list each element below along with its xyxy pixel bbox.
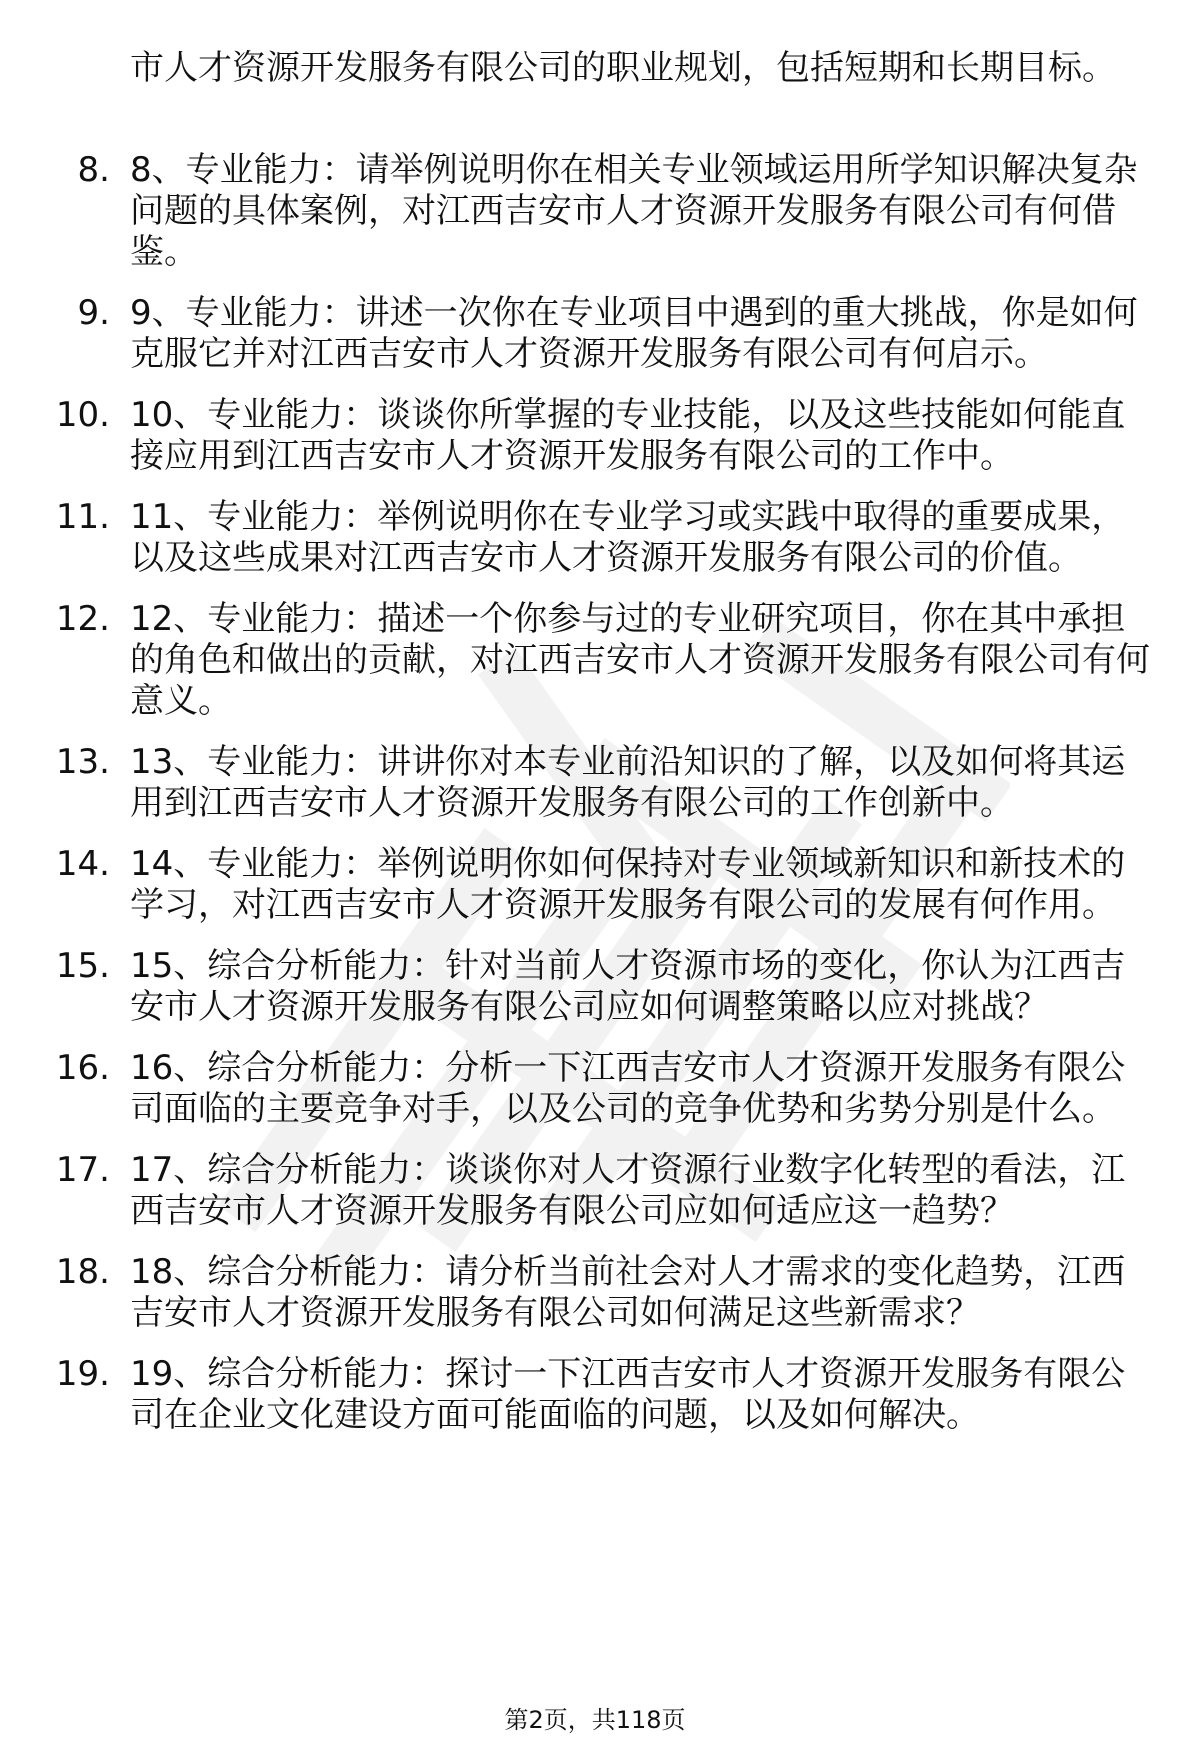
- list-number: 19.: [55, 1354, 110, 1394]
- question-text: 13、专业能力：讲讲你对本专业前沿知识的了解，以及如何将其运用到江西吉安市人才资源开发服务有限公司的工作创新中。: [130, 742, 1126, 823]
- list-number: 11.: [55, 497, 110, 537]
- list-number: 14.: [55, 844, 110, 884]
- question-text: 19、综合分析能力：探讨一下江西吉安市人才资源开发服务有限公司在企业文化建设方面可能面临的问题，以及如何解决。: [130, 1354, 1126, 1435]
- question-text: 9、专业能力：讲述一次你在专业项目中遇到的重大挑战，你是如何克服它并对江西吉安市人才资源开发服务有限公司有何启示。: [130, 293, 1138, 374]
- continued-paragraph: 市人才资源开发服务有限公司的职业规划，包括短期和长期目标。: [130, 48, 1116, 88]
- question-text: 16、综合分析能力：分析一下江西吉安市人才资源开发服务有限公司面临的主要竞争对手，以及公司的竞争优势和劣势分别是什么。: [130, 1048, 1126, 1129]
- question-text: 11、专业能力：举例说明你在专业学习或实践中取得的重要成果，以及这些成果对江西吉安市人才资源开发服务有限公司的价值。: [130, 497, 1126, 578]
- list-number: 13.: [55, 742, 110, 782]
- list-number: 16.: [55, 1048, 110, 1088]
- question-item: [0, 150, 1190, 273]
- question-item: [0, 742, 1190, 824]
- list-number: 10.: [55, 395, 110, 435]
- question-item: [0, 1354, 1190, 1436]
- question-item: [0, 395, 1190, 477]
- question-item: [0, 844, 1190, 926]
- question-text: 12、专业能力：描述一个你参与过的专业研究项目，你在其中承担的角色和做出的贡献，对江西吉安市人才资源开发服务有限公司有何意义。: [130, 599, 1150, 721]
- question-text: 15、综合分析能力：针对当前人才资源市场的变化，你认为江西吉安市人才资源开发服务有限公司应如何调整策略以应对挑战？: [130, 946, 1126, 1027]
- question-list: [0, 150, 1190, 1456]
- list-number: 18.: [55, 1252, 110, 1292]
- question-item: [0, 497, 1190, 579]
- page-footer: 第2页，共118页: [504, 1706, 686, 1734]
- question-item: [0, 1252, 1190, 1334]
- list-number: 17.: [55, 1150, 110, 1190]
- question-text: 17、综合分析能力：谈谈你对人才资源行业数字化转型的看法，江西吉安市人才资源开发服务有限公司应如何适应这一趋势？: [130, 1150, 1126, 1231]
- question-item: [0, 946, 1190, 1028]
- list-number: 15.: [55, 946, 110, 986]
- question-item: [0, 1150, 1190, 1232]
- question-item: [0, 599, 1190, 722]
- list-number: 12.: [55, 599, 110, 639]
- question-item: [0, 293, 1190, 375]
- question-text: 10、专业能力：谈谈你所掌握的专业技能，以及这些技能如何能直接应用到江西吉安市人才资源开发服务有限公司的工作中。: [130, 395, 1126, 476]
- question-text: 14、专业能力：举例说明你如何保持对专业领域新知识和新技术的学习，对江西吉安市人才资源开发服务有限公司的发展有何作用。: [130, 844, 1126, 925]
- question-item: [0, 1048, 1190, 1130]
- question-text: 18、综合分析能力：请分析当前社会对人才需求的变化趋势，江西吉安市人才资源开发服务有限公司如何满足这些新需求？: [130, 1252, 1126, 1333]
- question-text: 8、专业能力：请举例说明你在相关专业领域运用所学知识解决复杂问题的具体案例，对江西吉安市人才资源开发服务有限公司有何借鉴。: [130, 150, 1138, 272]
- list-number: 9.: [77, 293, 110, 333]
- list-number: 8.: [77, 150, 110, 190]
